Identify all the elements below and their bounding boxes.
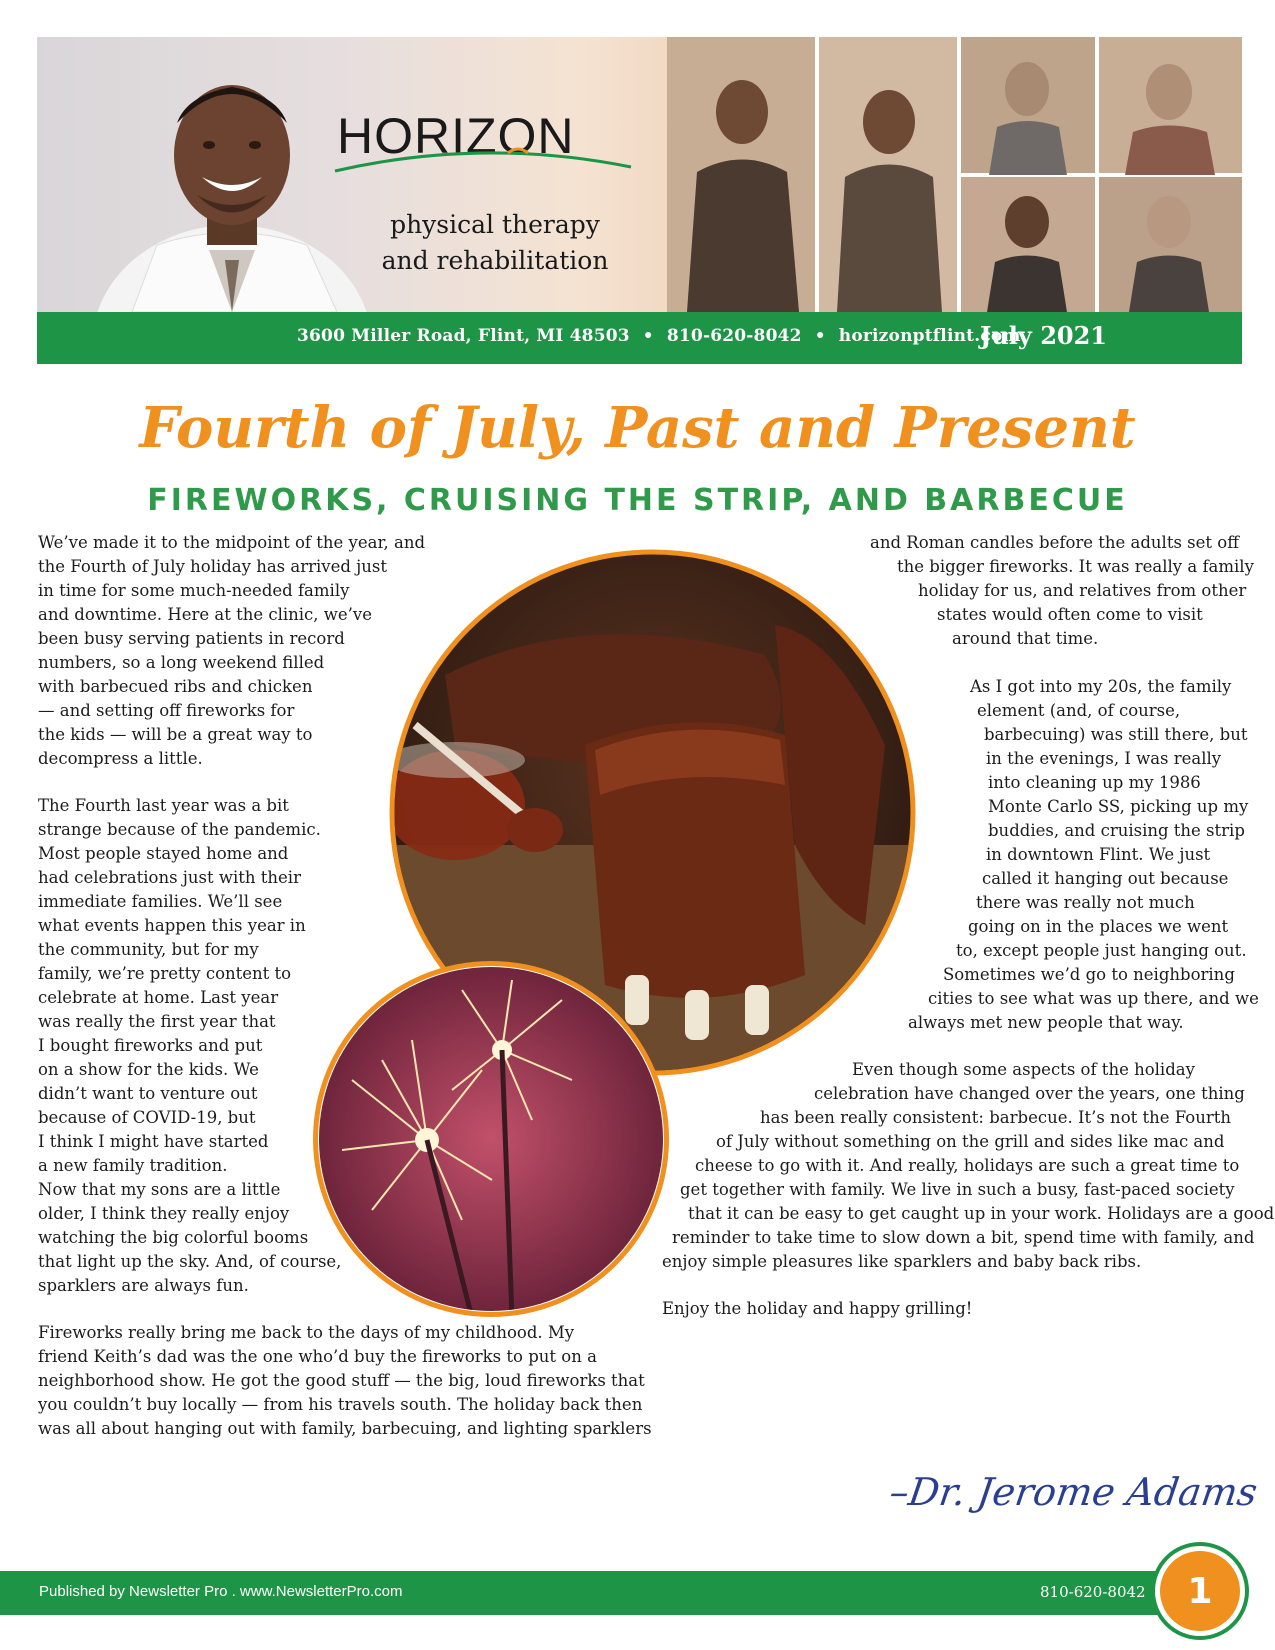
text-line: Most people stayed home and [38, 844, 289, 863]
author-signature: –Dr. Jerome Adams [886, 1470, 1261, 1514]
text-line: didn’t want to venture out [38, 1084, 258, 1103]
text-line: on a show for the kids. We [38, 1060, 259, 1079]
text-line: into cleaning up my 1986 [988, 773, 1201, 792]
text-line: — and setting off fireworks for [38, 701, 295, 720]
text-line: cities to see what was up there, and we [928, 989, 1259, 1008]
publisher-credit[interactable]: Published by Newsletter Pro . www.NewsletterPro.com [39, 1583, 403, 1600]
text-line: always met new people that way. [908, 1013, 1184, 1032]
text-line: Monte Carlo SS, picking up my [988, 797, 1249, 816]
text-line: what events happen this year in [38, 916, 306, 935]
text-line: and downtime. Here at the clinic, we’ve [38, 605, 373, 624]
separator-dot: • [642, 326, 654, 346]
text-line: called it hanging out because [982, 869, 1229, 888]
contact-bar [37, 312, 1242, 364]
text-line: was all about hanging out with family, barbecuing, and lighting sparklers [38, 1419, 652, 1438]
text-line: the community, but for my [38, 940, 259, 959]
text-line: reminder to take time to slow down a bit, spend time with family, and [672, 1228, 1255, 1247]
logo-subtitle-line2: and rehabilitation [381, 246, 609, 275]
text-line: Fireworks really bring me back to the days of my childhood. My [38, 1323, 575, 1342]
text-line: get together with family. We live in such a busy, fast-paced society [680, 1180, 1235, 1199]
address-text: 3600 Miller Road, Flint, MI 48503 [297, 326, 630, 346]
text-line: the kids — will be a great way to [38, 725, 313, 744]
text-line: you couldn’t buy locally — from his travels south. The holiday back then [38, 1395, 643, 1414]
separator-dot: • [814, 326, 826, 346]
text-line: and Roman candles before the adults set off [870, 533, 1239, 552]
text-line: that light up the sky. And, of course, [38, 1252, 342, 1271]
text-line: a new family tradition. [38, 1156, 228, 1175]
article-subtitle: FIREWORKS, CRUISING THE STRIP, AND BARBECUE [147, 483, 1128, 518]
text-line: had celebrations just with their [38, 868, 301, 887]
phone-text[interactable]: 810-620-8042 [666, 326, 802, 346]
website-link[interactable]: horizonptflint.com [838, 326, 1021, 346]
text-line: has been really consistent: barbecue. It’s not the Fourth [760, 1108, 1232, 1127]
text-line: to, except people just hanging out. [956, 941, 1247, 960]
text-line: going on in the places we went [968, 917, 1229, 936]
logo-subtitle [365, 207, 625, 279]
text-line: that it can be easy to get caught up in your work. Holidays are a good [688, 1204, 1275, 1223]
text-line: I bought fireworks and put [38, 1036, 263, 1055]
text-line: celebrate at home. Last year [38, 988, 279, 1007]
text-line: in time for some much-needed family [38, 581, 350, 600]
footer-phone: 810-620-8042 [1040, 1583, 1146, 1601]
text-line: states would often come to visit [937, 605, 1203, 624]
text-line: buddies, and cruising the strip [988, 821, 1245, 840]
logo-subtitle-line1: physical therapy [390, 210, 600, 239]
text-line: Sometimes we’d go to neighboring [943, 965, 1235, 984]
text-line: watching the big colorful booms [38, 1228, 309, 1247]
text-line: older, I think they really enjoy [38, 1204, 290, 1223]
text-line: in downtown Flint. We just [986, 845, 1211, 864]
text-line: sparklers are always fun. [38, 1276, 249, 1295]
article-title: Fourth of July, Past and Present [139, 395, 1136, 461]
text-line: Even though some aspects of the holiday [852, 1060, 1195, 1079]
text-line: numbers, so a long weekend filled [38, 653, 325, 672]
text-line: in the evenings, I was really [986, 749, 1222, 768]
text-line: been busy serving patients in record [38, 629, 345, 648]
contact-info [297, 326, 1021, 346]
footer-bar [0, 1571, 1240, 1615]
horizon-logo [337, 107, 667, 297]
text-line: barbecuing) was still there, but [984, 725, 1248, 744]
text-line: element (and, of course, [977, 701, 1181, 720]
logo-swoosh-icon [333, 145, 633, 175]
text-line: Now that my sons are a little [38, 1180, 281, 1199]
text-line: the Fourth of July holiday has arrived just [38, 557, 388, 576]
logo-word: HORIZON [337, 108, 575, 164]
text-line: around that time. [952, 629, 1099, 648]
header-banner [37, 37, 1242, 312]
text-line: cheese to go with it. And really, holidays are such a great time to [695, 1156, 1240, 1175]
text-line: strange because of the pandemic. [38, 820, 321, 839]
text-line: there was really not much [976, 893, 1195, 912]
text-line: friend Keith’s dad was the one who’d buy the fireworks to put on a [38, 1347, 597, 1366]
text-line: I think I might have started [38, 1132, 269, 1151]
text-line: enjoy simple pleasures like sparklers and baby back ribs. [662, 1252, 1142, 1271]
page-number-badge: 1 [1155, 1546, 1245, 1636]
text-line: was really the first year that [38, 1012, 276, 1031]
text-line: The Fourth last year was a bit [38, 796, 289, 815]
text-line: with barbecued ribs and chicken [38, 677, 313, 696]
staff-photos-image [667, 37, 1242, 312]
text-line: of July without something on the grill and sides like mac and [716, 1132, 1225, 1151]
text-line: neighborhood show. He got the good stuff — the big, loud fireworks that [38, 1371, 645, 1390]
text-line: celebration have changed over the years, one thing [814, 1084, 1245, 1103]
text-line: As I got into my 20s, the family [970, 677, 1232, 696]
text-line: the bigger fireworks. It was really a family [897, 557, 1254, 576]
text-line: immediate families. We’ll see [38, 892, 283, 911]
doctor-portrait-image [97, 45, 367, 312]
text-line: because of COVID-19, but [38, 1108, 256, 1127]
text-line: We’ve made it to the midpoint of the year, and [38, 533, 426, 552]
sparklers-image [312, 960, 670, 1318]
text-line: holiday for us, and relatives from other [918, 581, 1247, 600]
issue-date: July 2021 [979, 321, 1107, 350]
closing-line: Enjoy the holiday and happy grilling! [662, 1299, 973, 1318]
text-line: decompress a little. [38, 749, 203, 768]
text-line: family, we’re pretty content to [38, 964, 292, 983]
